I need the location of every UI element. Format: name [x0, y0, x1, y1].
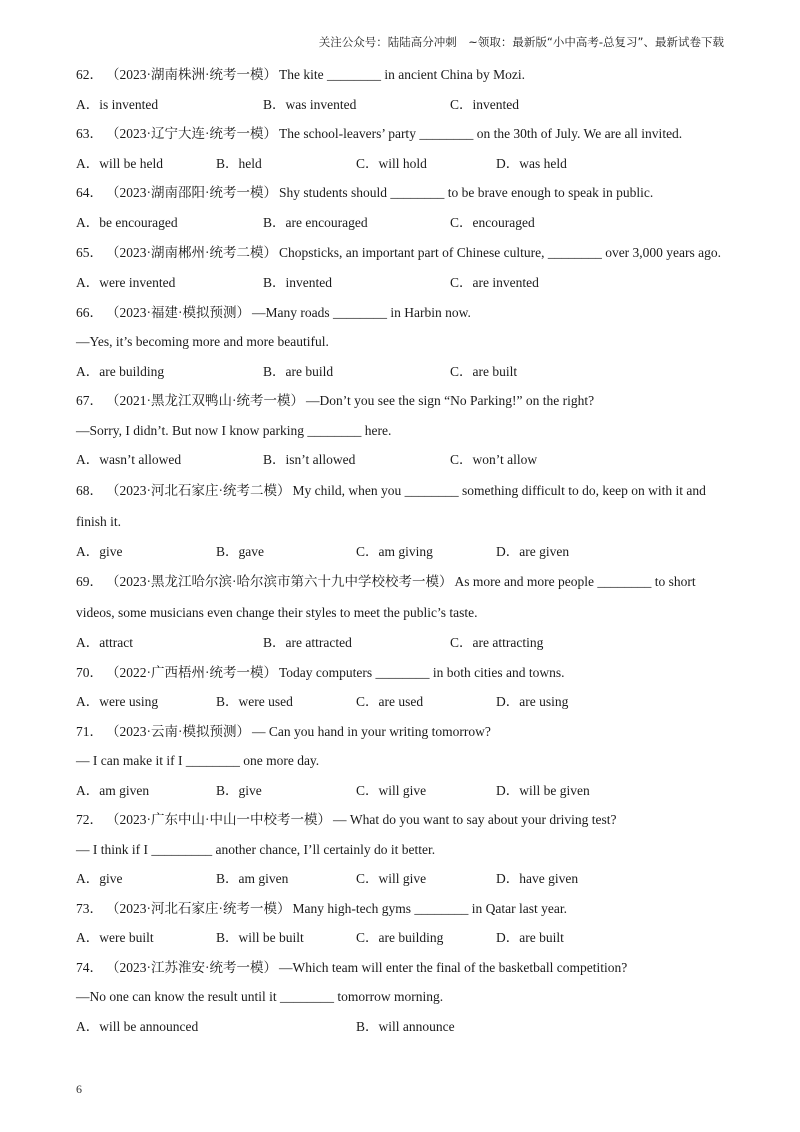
page-number: 6: [76, 1082, 82, 1096]
question-62: [76, 60, 726, 119]
question-source: （2023·湖南郴州·统考二模）: [106, 245, 277, 260]
option-a: A．be encouraged: [76, 214, 178, 230]
option-row: [76, 90, 726, 120]
question-66: [76, 298, 726, 387]
question-stem: [76, 178, 726, 208]
question-67: [76, 386, 726, 475]
question-number: 73．: [76, 900, 103, 916]
option-row: [76, 1012, 726, 1042]
option-a: A．attract: [76, 635, 133, 650]
question-text: Many high-tech gyms ________ in Qatar last year.: [292, 900, 567, 916]
option-row: [76, 357, 726, 387]
question-number: 67．: [76, 393, 103, 408]
question-63: [76, 119, 726, 178]
option-row: [76, 864, 726, 894]
question-reply: —Yes, it’s becoming more and more beautiful.: [76, 334, 329, 349]
question-text: —Which team will enter the final of the basketball competition?: [279, 959, 628, 975]
question-number: 64．: [76, 185, 103, 200]
question-source: （2023·湖南邵阳·统考一模）: [106, 185, 277, 200]
question-text: — What do you want to say about your driving test?: [333, 812, 617, 827]
question-69: [76, 566, 726, 658]
question-text: Today computers ________ in both cities and towns.: [279, 664, 565, 680]
option-d: D．are given: [496, 543, 570, 559]
question-stem: [76, 475, 726, 537]
option-b: B．invented: [263, 275, 332, 290]
question-number: 66．: [76, 304, 103, 320]
option-a: A．am given: [76, 782, 150, 798]
option-c: C．are invented: [450, 275, 539, 290]
option-row: [76, 149, 726, 179]
question-number: 65．: [76, 245, 103, 260]
question-68: [76, 475, 726, 567]
option-b: B．are build: [263, 363, 334, 379]
question-text: —Many roads ________ in Harbin now.: [252, 304, 471, 320]
question-74: [76, 953, 726, 1042]
option-a: A．give: [76, 543, 123, 559]
option-a: A．were using: [76, 694, 159, 709]
option-c: C．am giving: [356, 543, 433, 559]
option-d: D．was held: [496, 155, 567, 171]
question-70: [76, 658, 726, 717]
option-row: [76, 537, 726, 567]
option-a: A．were invented: [76, 275, 176, 290]
question-source: （2023·河北石家庄·统考二模）: [106, 482, 291, 498]
question-source: （2023·广东中山·中山一中校考一模）: [106, 812, 331, 827]
question-text: The kite ________ in ancient China by Mozi.: [279, 67, 525, 82]
option-b: B．give: [216, 782, 262, 798]
option-d: D．will be given: [496, 782, 590, 798]
question-stem: [76, 298, 726, 328]
question-text: Chopsticks, an important part of Chinese culture, ________ over 3,000 years ago.: [279, 245, 722, 260]
option-b: B．held: [216, 155, 262, 171]
question-number: 62．: [76, 67, 103, 82]
question-source: （2021·黑龙江双鸭山·统考一模）: [106, 393, 304, 408]
question-reply: —Sorry, I didn’t. But now I know parking ________ here.: [76, 422, 392, 438]
option-a: A．will be held: [76, 155, 163, 171]
question-number: 72．: [76, 812, 103, 827]
question-text: —Don’t you see the sign “No Parking!” on the right?: [306, 393, 595, 408]
option-a: A．wasn’t allowed: [76, 452, 182, 467]
question-reply: — I can make it if I ________ one more day.: [76, 753, 320, 768]
question-65: [76, 237, 726, 298]
option-b: B．were used: [216, 694, 293, 709]
question-number: 71．: [76, 723, 103, 739]
option-d: D．are using: [496, 694, 569, 709]
option-b: B．gave: [216, 543, 264, 559]
question-stem: [76, 119, 726, 149]
question-source: （2022·广西梧州·统考一模）: [106, 664, 277, 680]
option-c: C．are attracting: [450, 635, 544, 650]
question-text: The school-leavers’ party ________ on the 30th of July. We are all invited.: [279, 126, 683, 141]
option-c: C．encouraged: [450, 214, 535, 230]
option-c: C．will give: [356, 871, 427, 886]
option-b: B．will be built: [216, 930, 304, 945]
question-source: （2023·湖南株洲·统考一模）: [106, 67, 277, 82]
option-d: D．are built: [496, 930, 564, 945]
option-b: B．are attracted: [263, 635, 352, 650]
question-text: — Can you hand in your writing tomorrow?: [252, 723, 491, 739]
question-stem: [76, 953, 726, 983]
option-row: [76, 776, 726, 806]
option-b: B．was invented: [263, 96, 357, 112]
question-source: （2023·黑龙江哈尔滨·哈尔滨市第六十九中学校校考一模）: [106, 574, 453, 589]
question-text: My child, when you ________ something difficult to do, keep on with it and finish it.: [76, 482, 706, 529]
question-source: （2023·江苏淮安·统考一模）: [106, 959, 277, 975]
option-row: [76, 268, 726, 298]
question-list: [76, 60, 726, 1041]
option-c: C．are used: [356, 694, 424, 709]
option-row: [76, 445, 726, 475]
option-b: B．am given: [216, 871, 289, 886]
question-number: 69．: [76, 574, 103, 589]
option-row: [76, 687, 726, 717]
option-c: C．invented: [450, 96, 519, 112]
question-number: 68．: [76, 482, 103, 498]
question-stem: [76, 386, 726, 416]
option-c: C．are building: [356, 930, 444, 945]
option-b: B．will announce: [356, 1018, 455, 1034]
question-reply: — I think if I _________ another chance, I’ll certainly do it better.: [76, 841, 436, 857]
option-a: A．will be announced: [76, 1018, 199, 1034]
option-c: C．won’t allow: [450, 452, 538, 467]
question-source: （2023·河北石家庄·统考一模）: [106, 900, 291, 916]
question-source: （2023·云南·模拟预测）: [106, 723, 250, 739]
option-a: A．is invented: [76, 96, 159, 112]
question-stem: [76, 566, 726, 628]
option-d: D．have given: [496, 871, 579, 886]
option-b: B．isn’t allowed: [263, 452, 356, 467]
question-stem: [76, 717, 726, 747]
option-c: C．will give: [356, 782, 427, 798]
option-row: [76, 208, 726, 238]
question-64: [76, 178, 726, 237]
question-source: （2023·福建·模拟预测）: [106, 304, 250, 320]
question-stem: [76, 658, 726, 688]
question-72: [76, 805, 726, 894]
question-text: As more and more people ________ to short videos, some musicians even change their styles to meet the public’s taste.: [76, 574, 696, 620]
question-stem: [76, 894, 726, 924]
option-a: A．are building: [76, 363, 165, 379]
option-a: A．give: [76, 871, 123, 886]
option-row: [76, 628, 726, 658]
option-c: C．will hold: [356, 155, 427, 171]
page-header: 关注公众号：陆陆高分冲刺 ~领取：最新版“小中高考-总复习”、最新试卷下载: [318, 35, 724, 49]
question-text: Shy students should ________ to be brave enough to speak in public.: [279, 185, 654, 200]
question-stem: [76, 60, 726, 90]
question-number: 63．: [76, 126, 103, 141]
question-reply: —No one can know the result until it ________ tomorrow morning.: [76, 989, 444, 1004]
option-c: C．are built: [450, 363, 518, 379]
question-71: [76, 717, 726, 806]
option-b: B．are encouraged: [263, 214, 368, 230]
question-stem: [76, 805, 726, 835]
question-73: [76, 894, 726, 953]
option-a: A．were built: [76, 930, 154, 945]
question-number: 70．: [76, 664, 103, 680]
question-source: （2023·辽宁大连·统考一模）: [106, 126, 277, 141]
question-stem: [76, 237, 726, 268]
option-row: [76, 923, 726, 953]
question-number: 74．: [76, 959, 103, 975]
